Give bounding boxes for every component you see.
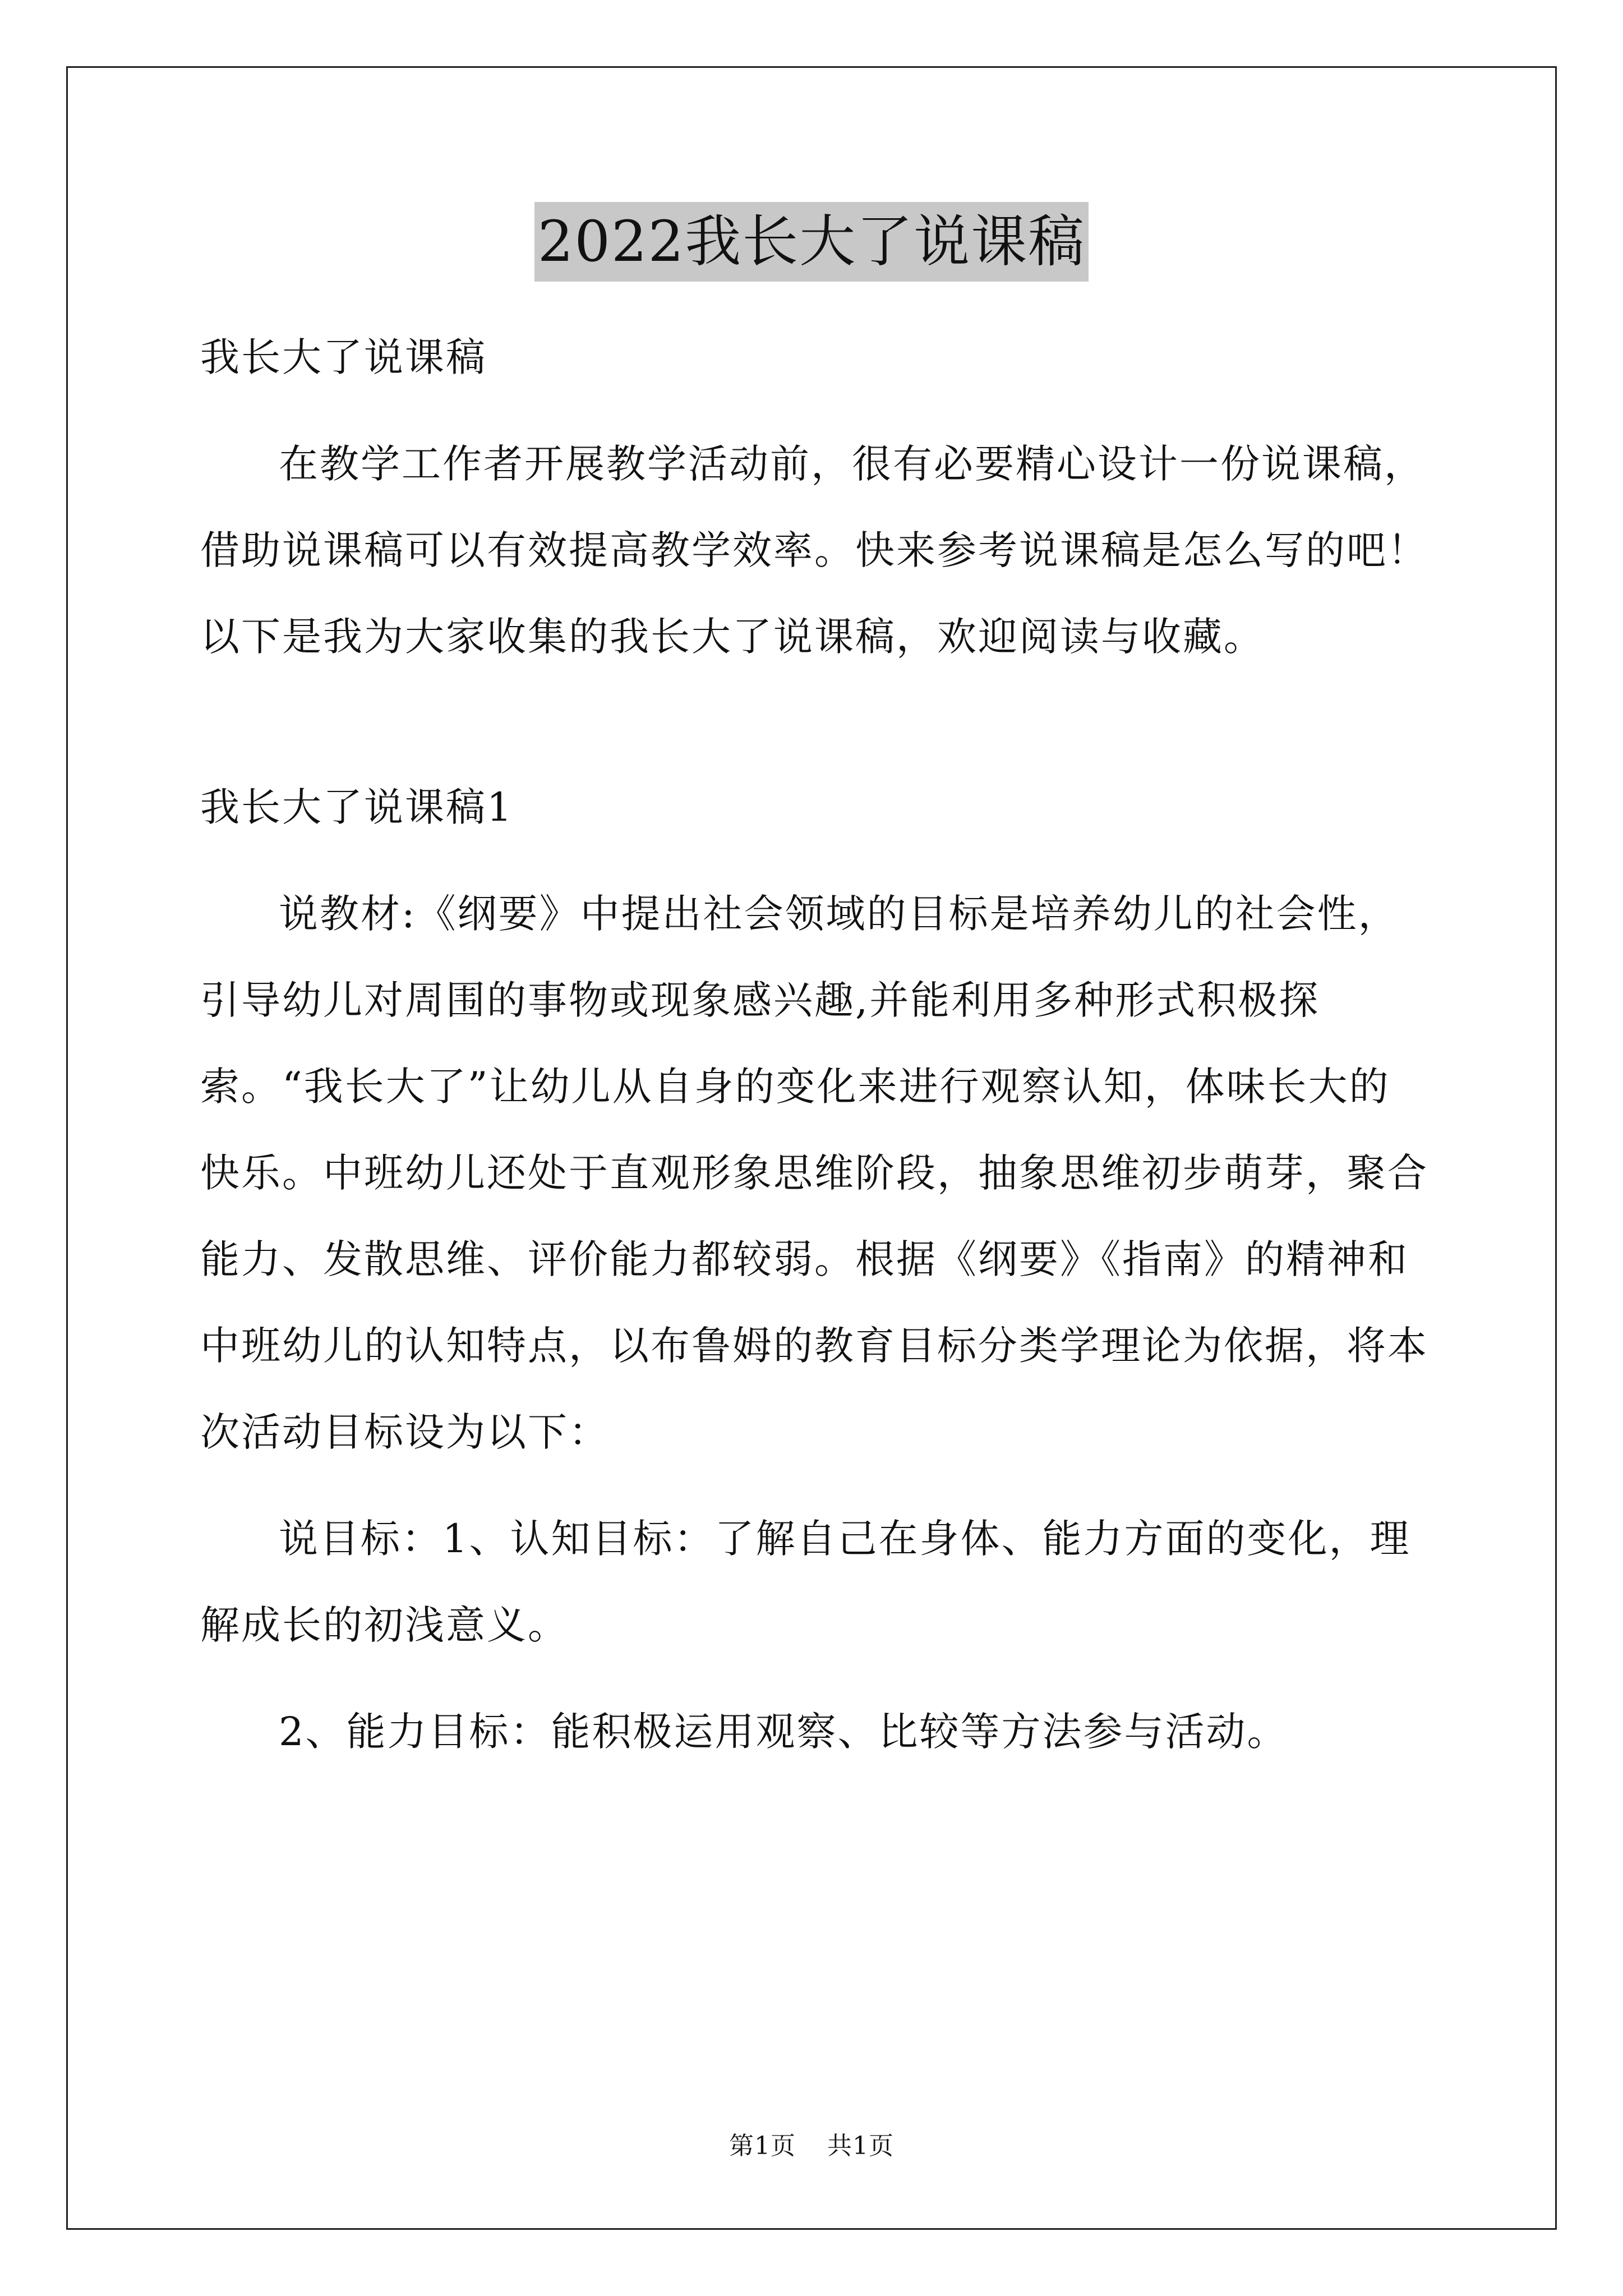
intro-paragraph: 在教学工作者开展教学活动前，很有必要精心设计一份说课稿，借助说课稿可以有效提高教学效率。快来参考说课稿是怎么写的吧！以下是我为大家收集的我长大了说课稿，欢迎阅读与收藏。	[200, 441, 1428, 660]
body-paragraph-textbook: 说教材:《纲要》中提出社会领域的目标是培养幼儿的社会性，引导幼儿对周围的事物或现象感兴趣,并能利用多种形式积极探索。“我长大了”让幼儿从自身的变化来进行观察认知，体味长大的快乐。中班幼儿还处于直观形象思维阶段，抽象思维初步萌芽，聚合能力、发散思维、评价能力都较弱。根据《纲要》《指南》的精神和中班幼儿的认知特点，以布鲁姆的教育目标分类学理论为依据，将本次活动目标设为以下：	[200, 891, 1428, 1455]
page-number-total: 共1页	[827, 2132, 894, 2160]
page-footer	[0, 2129, 1623, 2163]
title-container	[0, 202, 1623, 282]
body-paragraph-goals: 说目标：1、认知目标：了解自己在身体、能力方面的变化，理解成长的初浅意义。	[200, 1516, 1411, 1648]
section-heading: 我长大了说课稿1	[200, 784, 514, 830]
document-subtitle: 我长大了说课稿	[200, 334, 487, 380]
page-number-current: 第1页	[729, 2132, 796, 2160]
document-body	[200, 314, 1428, 1795]
document-title: 2022我长大了说课稿	[534, 202, 1089, 282]
body-paragraph-ability-goal: 2、能力目标：能积极运用观察、比较等方法参与活动。	[279, 1709, 1288, 1755]
